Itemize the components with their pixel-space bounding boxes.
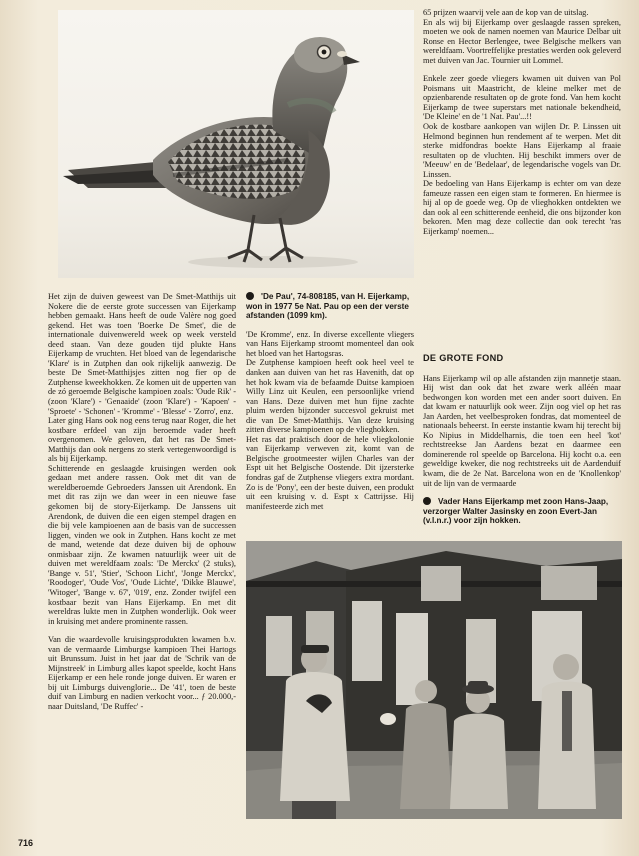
paragraph: Later ging Hans ook nog eens terug naar Roger, die het kostbare erfdeel van zijn beroemde vader heeft overgenomen. We geloven, dat het ras De Smet-Matthijs dan ook nergens zo sterk vertegenwoordigd is als bij Eijerkamp. — [48, 416, 236, 464]
right-column-top — [423, 8, 621, 237]
paragraph: 'De Kromme', enz. In diverse excellente vliegers van Hans Eijerkamp stroomt momenteel dan ook het bloed van het Hartogsras. — [246, 329, 414, 358]
loft-photo — [246, 541, 622, 819]
caption-text: 'De Pau', 74-808185, van H. Eijerkamp, won in 1977 5e Nat. Pau op een der verste afstanden (1099 km). — [246, 292, 410, 321]
left-column — [48, 292, 236, 712]
page-number: 716 — [18, 838, 34, 848]
bullet-icon — [246, 292, 254, 300]
paragraph: De bedoeling van Hans Eijerkamp is echter om van deze fameuze rassen een eigen stam te formeren. En hiermee is hij al op de goede weg. Op de vlieghokken ontdekten we dan ook al een schitterende eenheid, die ons bijzonder kon bekoren. Men mag deze collectie dan ook terecht 'ras Eijerkamp' noemen... — [423, 179, 621, 237]
pigeon-illustration — [58, 10, 414, 278]
middle-column — [246, 292, 414, 511]
right-column-lower — [423, 350, 621, 526]
paragraph: Enkele zeer goede vliegers kwamen uit duiven van Pol Poismans uit Maastricht, de kleine melker met de opzienbarende resultaten op de grote fond. Van hem kocht Eijerkamp de twee superstars met nationale bekendheid, 'De Kleine' en de '1 Nat. Pau'...!! — [423, 74, 621, 122]
paragraph: Hans Eijerkamp wil op alle afstanden zijn mannetje staan. Hij wist dan ook dat het zware werk alléén maar bedwongen kon worden met een ander soort duiven. En dat kwam er natuurlijk ook weer. Zijn oog viel op het ras Jan Aarden, het veelbesproken fondras, dat momenteel de nationaals beheerst. In eerste instantie kwam hij terecht bij Ko Nipius in Middelharnis, die toen een heel 'kot' rechtstreekse Jan Aardens bezat en daarmee een dominerende rol speelde op Barcelona. Hij kocht o.a. een geweldige kweker, die nog rechtstreeks uit de Aardenduif kwam, die de 2e Nat. Barcelona won en de 'Knollenkop' uit de lijn van de vermaarde — [423, 373, 621, 488]
section-heading: DE GROTE FOND — [423, 353, 504, 363]
paragraph: Van die waardevolle kruisingsprodukten kwamen b.v. van de vermaarde Limburgse kampioen Thei Hartogs uit Brunssum. Juist in het jaar dat de 'Schrik van de Mijnstreek' in Limburg alles kapot speelde, kocht Hans Eijerkamp er een hele ronde jonge duiven. Er waren er bij uit Limburgs duivenglorie... De '41', toen de beste duif van Limburg en nadien verkocht voor... ƒ 20.000,- naar Duitsland, 'De Ruffec' - — [48, 635, 236, 711]
paragraph: Het zijn de duiven geweest van De Smet-Matthijs uit Nokere die de eerste grote successen van Eijerkamp hebben gemaakt. Hans heeft de oude Valère nog goed gekend. Het was toen 'Boerke De Smet', die de internationale duivenwereld week op week versteld deed staan. Van deze gouden tijd plukte Hans Eijerkamp de vruchten. Het bloed van de legendarische 'Klare' is in Zutphen dan ook rijkelijk aanwezig. De beste De Smet-Matthijsjes zitten nog fier op de Zutphense kweekhokken. Ze komen uit de upperten van de zó geroemde Belgische kampioen zoals: 'Oude Rik' - (zoon 'Klare') - 'Genaaide' (zoon 'Klare') - 'Kapoen' - 'Sproete' - 'Schonen' - 'Kromme' - 'Blesse' - 'Zorro', enz. — [48, 292, 236, 416]
paragraph: Het ras dat praktisch door de hele vliegkolonie van Eijerkamp verweven zit, komt van de Belgische grootmeester wijlen Charles van der Espt uit het Belgische Oostende. Dit ijzersterke fondras gaf de Zutphense vliegers extra mordant. Zo is de 'Pony', een der beste duiven, een produkt uit een kruising v. d. Espt x Cattrijsse. Hij manifesteerde zich met — [246, 434, 414, 511]
paragraph: Schitterende en geslaagde kruisingen werden ook gedaan met andere rassen. Ook met dit van de wereldberoemde Gebroeders Janssen uit Arendonk. En met dit ras zijn we dan weer in een nieuwe fase gekomen bij de story-Eijerkamp. De Janssens uit Arendonk, de duiven die een eigen stempel dragen en die bij vele kampioenen aan de basis van de successen liggen, vinden we ook in Zutphen. Hans kocht ze met de mand, wetende dat deze duiven bij de ophouw onmisbaar zijn. Ze kwamen natuurlijk weer uit de duiven met wereldfaam zoals: 'De Merckx' (2 stuks), 'Bange v. 51', 'Stier', 'Schoon Licht', 'Jonge Merckx', 'Roodoger', 'Oude Vos', 'Oude Lichte', 'Dikke Blauwe', 'Witoger', 'Bange v. 67', '019', enz. Zonder twijfel een kostbaar bezit van Hans Eijerkamp. En met dit wereldras lukte men in Zutphen wonderlijk. Ook weer in kruising met andere prominente rassen. — [48, 463, 236, 626]
pigeon-photo — [58, 10, 414, 278]
paragraph: Ook de kostbare aankopen van wijlen Dr. P. Linssen uit Helmond beginnen hun rendement af te werpen. Met dit sterke midfondras boekte Hans Eijerkamp al fraaie resultaten op de vluchten. Hij beschikt immers over de 'Meeuw' en de 'Bedelaar', de legendarische vogels van Dr. Linssen. — [423, 122, 621, 179]
photo-caption-bottom — [423, 497, 621, 526]
loft-illustration — [246, 541, 622, 819]
paragraph: En als wij bij Eijerkamp over geslaagde rassen spreken, moeten we ook de namen noemen van Maurice Delbar uit Ronse en Hector Berlengee, twee Belgische melkers van wereldfaam. Voortreffelijke prestaties werden ook geleverd met duiven van Jac. Tournier uit Lommel. — [423, 17, 621, 65]
photo-caption-top — [246, 292, 414, 321]
paragraph: De Zutphense kampioen heeft ook heel veel te danken aan duiven van het ras Havenith, dat op het hok kwam via de befaamde Duitse kampioen Willy Linz uit Keulen, een persoonlijke vriend van Hans. Deze duiven met hun fijne zachte pluim werden bijzonder succesvol gekruist met die van De Smet-Matthijs. Van deze kruising zitten diverse kampioenen op de vlieghokken. — [246, 358, 414, 435]
paragraph: 65 prijzen waarvij vele aan de kop van de uitslag. — [423, 8, 589, 17]
bullet-icon — [423, 497, 431, 505]
caption-text: Vader Hans Eijerkamp met zoon Hans-Jaap, verzorger Walter Jasinsky en zoon Evert-Jan (v.l.n.r.) voor zijn hokken. — [423, 497, 609, 526]
